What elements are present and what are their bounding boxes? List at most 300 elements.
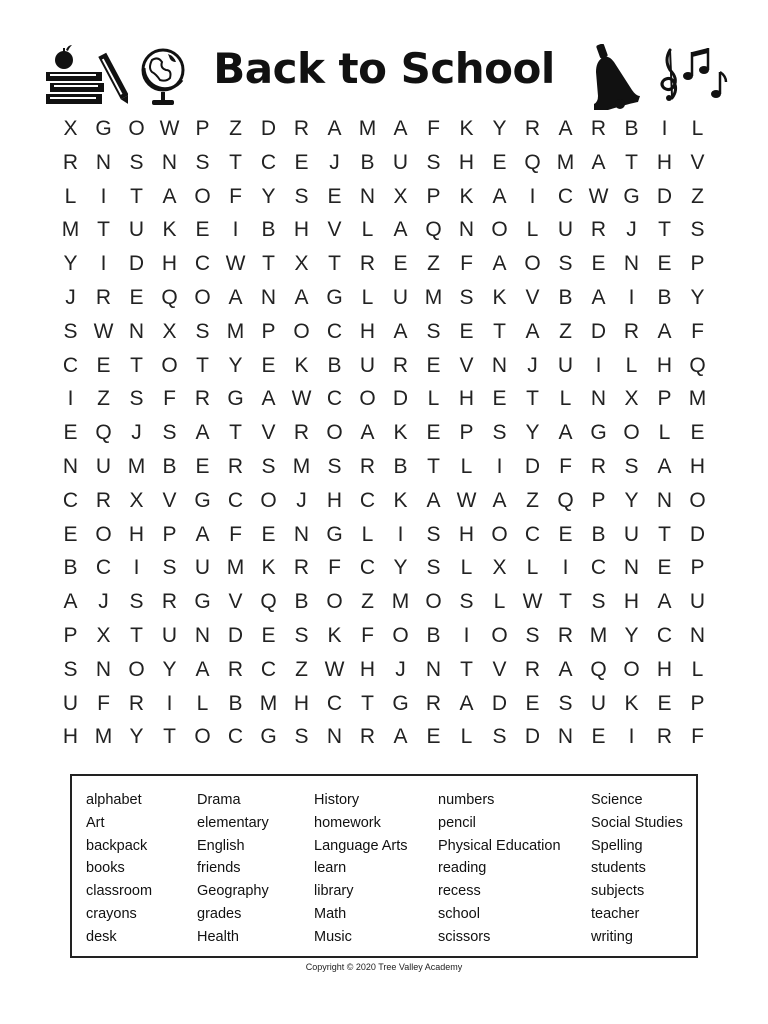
grid-letter[interactable]: D — [260, 117, 277, 140]
grid-letter[interactable]: S — [294, 623, 309, 647]
grid-letter[interactable]: N — [62, 454, 79, 478]
grid-letter[interactable]: Z — [361, 590, 374, 614]
grid-letter[interactable]: G — [326, 522, 343, 546]
grid-letter[interactable]: K — [492, 285, 507, 309]
grid-letter[interactable]: U — [689, 590, 706, 614]
grid-letter[interactable]: B — [294, 590, 309, 614]
grid-letter[interactable]: S — [426, 556, 441, 580]
grid-letter[interactable]: L — [460, 556, 473, 580]
grid-letter[interactable]: A — [327, 117, 342, 140]
grid-letter[interactable]: Z — [691, 184, 704, 208]
grid-letter[interactable]: R — [623, 319, 640, 343]
grid-letter[interactable]: I — [661, 117, 668, 140]
grid-letter[interactable]: U — [194, 556, 211, 580]
grid-letter[interactable]: B — [393, 454, 408, 478]
grid-letter[interactable]: R — [557, 623, 574, 647]
grid-letter[interactable]: O — [392, 623, 409, 647]
grid-letter[interactable]: A — [657, 454, 672, 478]
grid-letter[interactable]: J — [296, 488, 307, 512]
grid-letter[interactable]: C — [260, 150, 277, 174]
grid-letter[interactable]: Y — [624, 623, 639, 647]
grid-letter[interactable]: L — [691, 117, 704, 140]
grid-letter[interactable]: H — [359, 319, 376, 343]
grid-letter[interactable]: N — [260, 285, 277, 309]
grid-letter[interactable]: N — [161, 150, 178, 174]
grid-letter[interactable]: H — [128, 522, 145, 546]
grid-letter[interactable]: S — [624, 454, 639, 478]
grid-letter[interactable]: H — [656, 150, 673, 174]
grid-letter[interactable]: Z — [559, 319, 572, 343]
grid-letter[interactable]: D — [656, 184, 673, 208]
grid-letter[interactable]: E — [393, 252, 408, 276]
grid-letter[interactable]: Y — [63, 252, 78, 276]
grid-letter[interactable]: Y — [525, 421, 540, 445]
grid-letter[interactable]: X — [96, 623, 111, 647]
grid-letter[interactable]: X — [129, 488, 144, 512]
grid-letter[interactable]: S — [426, 319, 441, 343]
grid-letter[interactable]: R — [293, 556, 310, 580]
grid-letter[interactable]: O — [491, 218, 508, 242]
grid-letter[interactable]: S — [261, 454, 276, 478]
grid-letter[interactable]: T — [493, 319, 506, 343]
grid-letter[interactable]: C — [359, 488, 376, 512]
grid-letter[interactable]: V — [525, 285, 540, 309]
grid-letter[interactable]: E — [690, 421, 705, 445]
grid-letter[interactable]: H — [293, 218, 310, 242]
grid-letter[interactable]: O — [128, 117, 145, 140]
grid-letter[interactable]: N — [590, 387, 607, 411]
grid-letter[interactable]: F — [691, 725, 704, 749]
grid-letter[interactable]: C — [326, 691, 343, 715]
grid-letter[interactable]: W — [324, 657, 345, 681]
grid-letter[interactable]: A — [591, 150, 606, 174]
grid-letter[interactable]: N — [95, 150, 112, 174]
grid-letter[interactable]: E — [261, 353, 276, 377]
grid-letter[interactable]: T — [658, 218, 671, 242]
grid-letter[interactable]: U — [392, 285, 409, 309]
grid-letter[interactable]: P — [657, 387, 672, 411]
grid-letter[interactable]: H — [656, 657, 673, 681]
grid-letter[interactable]: F — [427, 117, 440, 140]
grid-letter[interactable]: G — [194, 590, 211, 614]
grid-letter[interactable]: L — [493, 590, 506, 614]
grid-letter[interactable]: C — [590, 556, 607, 580]
grid-letter[interactable]: A — [360, 421, 375, 445]
grid-letter[interactable]: E — [657, 691, 672, 715]
grid-letter[interactable]: C — [227, 488, 244, 512]
grid-letter[interactable]: K — [294, 353, 309, 377]
grid-letter[interactable]: P — [591, 488, 606, 512]
grid-letter[interactable]: S — [195, 150, 210, 174]
grid-letter[interactable]: I — [397, 522, 404, 546]
grid-letter[interactable]: U — [557, 353, 574, 377]
grid-letter[interactable]: M — [688, 387, 707, 411]
grid-letter[interactable]: R — [524, 657, 541, 681]
grid-letter[interactable]: E — [426, 421, 441, 445]
grid-letter[interactable]: E — [63, 421, 78, 445]
grid-letter[interactable]: A — [261, 387, 276, 411]
grid-letter[interactable]: A — [492, 252, 507, 276]
grid-letter[interactable]: B — [63, 556, 78, 580]
grid-letter[interactable]: B — [657, 285, 672, 309]
grid-letter[interactable]: Q — [260, 590, 277, 614]
grid-letter[interactable]: P — [690, 252, 705, 276]
grid-letter[interactable]: S — [162, 421, 177, 445]
grid-letter[interactable]: H — [458, 387, 475, 411]
grid-letter[interactable]: A — [426, 488, 441, 512]
grid-letter[interactable]: N — [359, 184, 376, 208]
grid-letter[interactable]: O — [524, 252, 541, 276]
grid-letter[interactable]: J — [98, 590, 109, 614]
grid-letter[interactable]: X — [624, 387, 639, 411]
grid-letter[interactable]: D — [689, 522, 706, 546]
grid-letter[interactable]: E — [492, 387, 507, 411]
grid-letter[interactable]: R — [425, 691, 442, 715]
grid-letter[interactable]: I — [628, 725, 635, 749]
grid-letter[interactable]: E — [261, 522, 276, 546]
grid-letter[interactable]: Z — [526, 488, 539, 512]
grid-letter[interactable]: N — [128, 319, 145, 343]
grid-letter[interactable]: P — [261, 319, 276, 343]
grid-letter[interactable]: C — [260, 657, 277, 681]
grid-letter[interactable]: A — [492, 488, 507, 512]
grid-letter[interactable]: R — [590, 218, 607, 242]
grid-letter[interactable]: A — [393, 218, 408, 242]
grid-letter[interactable]: N — [194, 623, 211, 647]
grid-letter[interactable]: F — [229, 184, 242, 208]
grid-letter[interactable]: Q — [590, 657, 607, 681]
grid-letter[interactable]: T — [130, 353, 143, 377]
grid-letter[interactable]: D — [590, 319, 607, 343]
grid-letter[interactable]: K — [162, 218, 177, 242]
grid-letter[interactable]: M — [358, 117, 377, 140]
grid-letter[interactable]: O — [194, 285, 211, 309]
grid-letter[interactable]: A — [63, 590, 78, 614]
grid-letter[interactable]: Q — [524, 150, 541, 174]
grid-letter[interactable]: T — [460, 657, 473, 681]
grid-letter[interactable]: D — [524, 725, 541, 749]
grid-letter[interactable]: I — [628, 285, 635, 309]
grid-letter[interactable]: B — [591, 522, 606, 546]
grid-letter[interactable]: R — [95, 285, 112, 309]
grid-letter[interactable]: A — [558, 657, 573, 681]
grid-letter[interactable]: M — [424, 285, 443, 309]
grid-letter[interactable]: L — [196, 691, 209, 715]
grid-letter[interactable]: A — [492, 184, 507, 208]
grid-letter[interactable]: D — [392, 387, 409, 411]
grid-letter[interactable]: N — [623, 556, 640, 580]
grid-letter[interactable]: Y — [690, 285, 705, 309]
grid-letter[interactable]: V — [162, 488, 177, 512]
grid-letter[interactable]: S — [129, 387, 144, 411]
grid-letter[interactable]: M — [127, 454, 146, 478]
grid-letter[interactable]: G — [194, 488, 211, 512]
grid-letter[interactable]: G — [227, 387, 244, 411]
grid-letter[interactable]: Z — [229, 117, 242, 140]
grid-letter[interactable]: L — [427, 387, 440, 411]
grid-letter[interactable]: L — [691, 657, 704, 681]
grid-letter[interactable]: S — [558, 691, 573, 715]
grid-letter[interactable]: W — [93, 319, 114, 343]
grid-letter[interactable]: O — [491, 623, 508, 647]
grid-letter[interactable]: Y — [492, 117, 507, 140]
grid-letter[interactable]: S — [195, 319, 210, 343]
grid-letter[interactable]: B — [624, 117, 639, 140]
grid-letter[interactable]: L — [361, 522, 374, 546]
grid-letter[interactable]: W — [159, 117, 180, 140]
grid-letter[interactable]: W — [522, 590, 543, 614]
grid-letter[interactable]: T — [196, 353, 209, 377]
grid-letter[interactable]: F — [97, 691, 110, 715]
grid-letter[interactable]: S — [63, 319, 78, 343]
grid-letter[interactable]: E — [327, 184, 342, 208]
grid-letter[interactable]: M — [226, 556, 245, 580]
grid-letter[interactable]: I — [100, 252, 107, 276]
grid-letter[interactable]: C — [326, 387, 343, 411]
grid-letter[interactable]: L — [460, 454, 473, 478]
grid-letter[interactable]: N — [689, 623, 706, 647]
grid-letter[interactable]: Q — [95, 421, 112, 445]
grid-letter[interactable]: A — [657, 590, 672, 614]
grid-letter[interactable]: R — [590, 117, 607, 140]
grid-letter[interactable]: A — [393, 725, 408, 749]
grid-letter[interactable]: S — [426, 150, 441, 174]
grid-letter[interactable]: S — [294, 725, 309, 749]
grid-letter[interactable]: F — [361, 623, 374, 647]
grid-letter[interactable]: I — [562, 556, 569, 580]
grid-letter[interactable]: A — [393, 117, 408, 140]
grid-letter[interactable]: E — [558, 522, 573, 546]
grid-letter[interactable]: L — [559, 387, 572, 411]
grid-letter[interactable]: J — [329, 150, 340, 174]
grid-letter[interactable]: R — [656, 725, 673, 749]
grid-letter[interactable]: L — [361, 218, 374, 242]
grid-letter[interactable]: I — [463, 623, 470, 647]
grid-letter[interactable]: O — [95, 522, 112, 546]
grid-letter[interactable]: R — [227, 657, 244, 681]
grid-letter[interactable]: P — [63, 623, 78, 647]
grid-letter[interactable]: R — [359, 252, 376, 276]
grid-letter[interactable]: A — [195, 522, 210, 546]
grid-letter[interactable]: L — [658, 421, 671, 445]
grid-letter[interactable]: Q — [689, 353, 706, 377]
grid-letter[interactable]: A — [228, 285, 243, 309]
grid-letter[interactable]: C — [557, 184, 574, 208]
grid-letter[interactable]: Q — [557, 488, 574, 512]
grid-letter[interactable]: E — [657, 556, 672, 580]
grid-letter[interactable]: S — [162, 556, 177, 580]
grid-letter[interactable]: K — [459, 117, 474, 140]
grid-letter[interactable]: P — [195, 117, 210, 140]
grid-letter[interactable]: A — [657, 319, 672, 343]
grid-letter[interactable]: M — [94, 725, 113, 749]
grid-letter[interactable]: U — [359, 353, 376, 377]
grid-letter[interactable]: Y — [393, 556, 408, 580]
grid-letter[interactable]: L — [361, 285, 374, 309]
grid-letter[interactable]: H — [458, 522, 475, 546]
grid-letter[interactable]: O — [128, 657, 145, 681]
grid-letter[interactable]: E — [459, 319, 474, 343]
grid-letter[interactable]: B — [426, 623, 441, 647]
grid-letter[interactable]: T — [130, 184, 143, 208]
grid-letter[interactable]: S — [129, 150, 144, 174]
grid-letter[interactable]: U — [392, 150, 409, 174]
grid-letter[interactable]: X — [162, 319, 177, 343]
grid-letter[interactable]: V — [459, 353, 474, 377]
grid-letter[interactable]: W — [588, 184, 609, 208]
grid-letter[interactable]: S — [492, 725, 507, 749]
grid-letter[interactable]: F — [460, 252, 473, 276]
grid-letter[interactable]: R — [227, 454, 244, 478]
grid-letter[interactable]: M — [391, 590, 410, 614]
grid-letter[interactable]: Y — [162, 657, 177, 681]
grid-letter[interactable]: Z — [97, 387, 110, 411]
grid-letter[interactable]: T — [328, 252, 341, 276]
grid-letter[interactable]: O — [623, 657, 640, 681]
grid-letter[interactable]: N — [293, 522, 310, 546]
grid-letter[interactable]: T — [229, 150, 242, 174]
grid-letter[interactable]: O — [359, 387, 376, 411]
grid-letter[interactable]: R — [194, 387, 211, 411]
grid-letter[interactable]: J — [395, 657, 406, 681]
grid-letter[interactable]: O — [326, 421, 343, 445]
grid-letter[interactable]: E — [492, 150, 507, 174]
grid-letter[interactable]: C — [95, 556, 112, 580]
grid-letter[interactable]: Y — [129, 725, 144, 749]
grid-letter[interactable]: T — [658, 522, 671, 546]
grid-letter[interactable]: Y — [261, 184, 276, 208]
grid-letter[interactable]: S — [492, 421, 507, 445]
grid-letter[interactable]: O — [491, 522, 508, 546]
grid-letter[interactable]: B — [360, 150, 375, 174]
grid-letter[interactable]: R — [161, 590, 178, 614]
grid-letter[interactable]: O — [689, 488, 706, 512]
grid-letter[interactable]: N — [326, 725, 343, 749]
grid-letter[interactable]: G — [623, 184, 640, 208]
grid-letter[interactable]: O — [194, 184, 211, 208]
grid-letter[interactable]: I — [496, 454, 503, 478]
grid-letter[interactable]: X — [294, 252, 309, 276]
grid-letter[interactable]: O — [293, 319, 310, 343]
grid-letter[interactable]: F — [163, 387, 176, 411]
grid-letter[interactable]: H — [458, 150, 475, 174]
grid-letter[interactable]: R — [128, 691, 145, 715]
grid-letter[interactable]: J — [626, 218, 637, 242]
grid-letter[interactable]: N — [95, 657, 112, 681]
grid-letter[interactable]: H — [62, 725, 79, 749]
grid-letter[interactable]: G — [260, 725, 277, 749]
grid-letter[interactable]: C — [656, 623, 673, 647]
grid-letter[interactable]: J — [527, 353, 538, 377]
grid-letter[interactable]: L — [526, 218, 539, 242]
grid-letter[interactable]: U — [557, 218, 574, 242]
grid-letter[interactable]: H — [689, 454, 706, 478]
grid-letter[interactable]: J — [65, 285, 76, 309]
grid-letter[interactable]: E — [294, 150, 309, 174]
grid-letter[interactable]: W — [291, 387, 312, 411]
grid-letter[interactable]: M — [589, 623, 608, 647]
grid-letter[interactable]: K — [327, 623, 342, 647]
grid-letter[interactable]: E — [591, 252, 606, 276]
grid-letter[interactable]: I — [166, 691, 173, 715]
grid-letter[interactable]: M — [556, 150, 575, 174]
grid-letter[interactable]: B — [327, 353, 342, 377]
grid-letter[interactable]: E — [426, 353, 441, 377]
grid-letter[interactable]: X — [63, 117, 78, 140]
grid-letter[interactable]: P — [162, 522, 177, 546]
grid-letter[interactable]: O — [326, 590, 343, 614]
grid-letter[interactable]: T — [262, 252, 275, 276]
grid-letter[interactable]: I — [100, 184, 107, 208]
grid-letter[interactable]: S — [327, 454, 342, 478]
grid-letter[interactable]: B — [261, 218, 276, 242]
grid-letter[interactable]: B — [228, 691, 243, 715]
grid-letter[interactable]: R — [293, 421, 310, 445]
grid-letter[interactable]: T — [97, 218, 110, 242]
grid-letter[interactable]: X — [492, 556, 507, 580]
grid-letter[interactable]: T — [427, 454, 440, 478]
grid-letter[interactable]: R — [392, 353, 409, 377]
grid-letter[interactable]: U — [623, 522, 640, 546]
grid-letter[interactable]: U — [161, 623, 178, 647]
grid-letter[interactable]: T — [229, 421, 242, 445]
grid-letter[interactable]: R — [590, 454, 607, 478]
grid-letter[interactable]: G — [95, 117, 112, 140]
grid-letter[interactable]: H — [161, 252, 178, 276]
grid-letter[interactable]: M — [292, 454, 311, 478]
grid-letter[interactable]: M — [61, 218, 80, 242]
grid-letter[interactable]: V — [261, 421, 276, 445]
grid-letter[interactable]: S — [525, 623, 540, 647]
grid-letter[interactable]: P — [426, 184, 441, 208]
grid-letter[interactable]: H — [656, 353, 673, 377]
grid-letter[interactable]: F — [559, 454, 572, 478]
grid-letter[interactable]: E — [129, 285, 144, 309]
grid-letter[interactable]: S — [459, 285, 474, 309]
grid-letter[interactable]: L — [526, 556, 539, 580]
grid-letter[interactable]: E — [63, 522, 78, 546]
grid-letter[interactable]: H — [293, 691, 310, 715]
grid-letter[interactable]: D — [128, 252, 145, 276]
grid-letter[interactable]: W — [456, 488, 477, 512]
grid-letter[interactable]: S — [690, 218, 705, 242]
grid-letter[interactable]: A — [558, 117, 573, 140]
grid-letter[interactable]: V — [228, 590, 243, 614]
grid-letter[interactable]: R — [359, 454, 376, 478]
grid-letter[interactable]: V — [492, 657, 507, 681]
grid-letter[interactable]: A — [459, 691, 474, 715]
grid-letter[interactable]: S — [294, 184, 309, 208]
grid-letter[interactable]: K — [261, 556, 276, 580]
grid-letter[interactable]: M — [226, 319, 245, 343]
grid-letter[interactable]: T — [163, 725, 176, 749]
grid-letter[interactable]: R — [524, 117, 541, 140]
grid-letter[interactable]: O — [161, 353, 178, 377]
grid-letter[interactable]: V — [327, 218, 342, 242]
grid-letter[interactable]: N — [557, 725, 574, 749]
grid-letter[interactable]: N — [623, 252, 640, 276]
grid-letter[interactable]: O — [623, 421, 640, 445]
grid-letter[interactable]: G — [326, 285, 343, 309]
grid-letter[interactable]: C — [359, 556, 376, 580]
grid-letter[interactable]: L — [460, 725, 473, 749]
grid-letter[interactable]: C — [62, 353, 79, 377]
grid-letter[interactable]: G — [590, 421, 607, 445]
grid-letter[interactable]: I — [232, 218, 239, 242]
grid-letter[interactable]: V — [690, 150, 705, 174]
grid-letter[interactable]: N — [656, 488, 673, 512]
grid-letter[interactable]: D — [491, 691, 508, 715]
